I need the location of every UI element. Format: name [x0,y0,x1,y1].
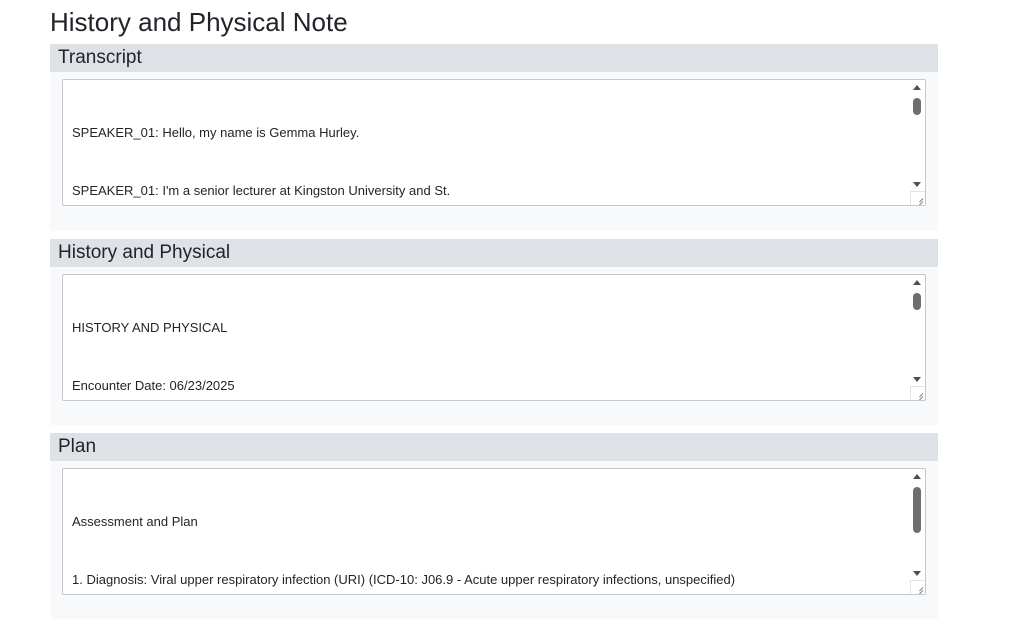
scroll-up-arrow-icon[interactable] [913,280,921,285]
transcript-scrollbar[interactable] [909,80,925,191]
scroll-down-arrow-icon[interactable] [913,571,921,576]
plan-scrollbar[interactable] [909,469,925,580]
scrollbar-thumb[interactable] [913,293,921,310]
scroll-down-arrow-icon[interactable] [913,182,921,187]
text-line: SPEAKER_01: Hello, my name is Gemma Hurley. [72,125,360,141]
plan-text [72,474,907,595]
transcript-section [50,44,938,231]
transcript-text [72,85,907,206]
history-physical-section [50,239,938,425]
scroll-up-arrow-icon[interactable] [913,85,921,90]
plan-section [50,433,938,619]
resize-handle-icon[interactable] [910,580,925,594]
text-line: Encounter Date: 06/23/2025 [72,378,235,394]
resize-handle-icon[interactable] [910,191,925,205]
plan-section-header: Plan [50,433,938,461]
text-line: Assessment and Plan [72,514,198,530]
resize-handle-icon[interactable] [910,386,925,400]
history-physical-text [72,280,907,401]
transcript-section-header: Transcript [50,44,938,72]
text-line: 1. Diagnosis: Viral upper respiratory infection (URI) (ICD-10: J06.9 - Acute upper respiratory infections, unspecified) [72,572,736,588]
history-physical-textarea[interactable] [62,274,926,401]
scrollbar-thumb[interactable] [913,487,921,533]
scroll-down-arrow-icon[interactable] [913,377,921,382]
scroll-up-arrow-icon[interactable] [913,474,921,479]
history-physical-section-header: History and Physical [50,239,938,267]
page-title: History and Physical Note [50,7,348,37]
history-physical-scrollbar[interactable] [909,275,925,386]
scrollbar-thumb[interactable] [913,98,921,115]
plan-textarea[interactable] [62,468,926,595]
text-line: HISTORY AND PHYSICAL [72,320,228,336]
transcript-textarea[interactable] [62,79,926,206]
text-line: SPEAKER_01: I'm a senior lecturer at Kingston University and St. [72,183,451,199]
